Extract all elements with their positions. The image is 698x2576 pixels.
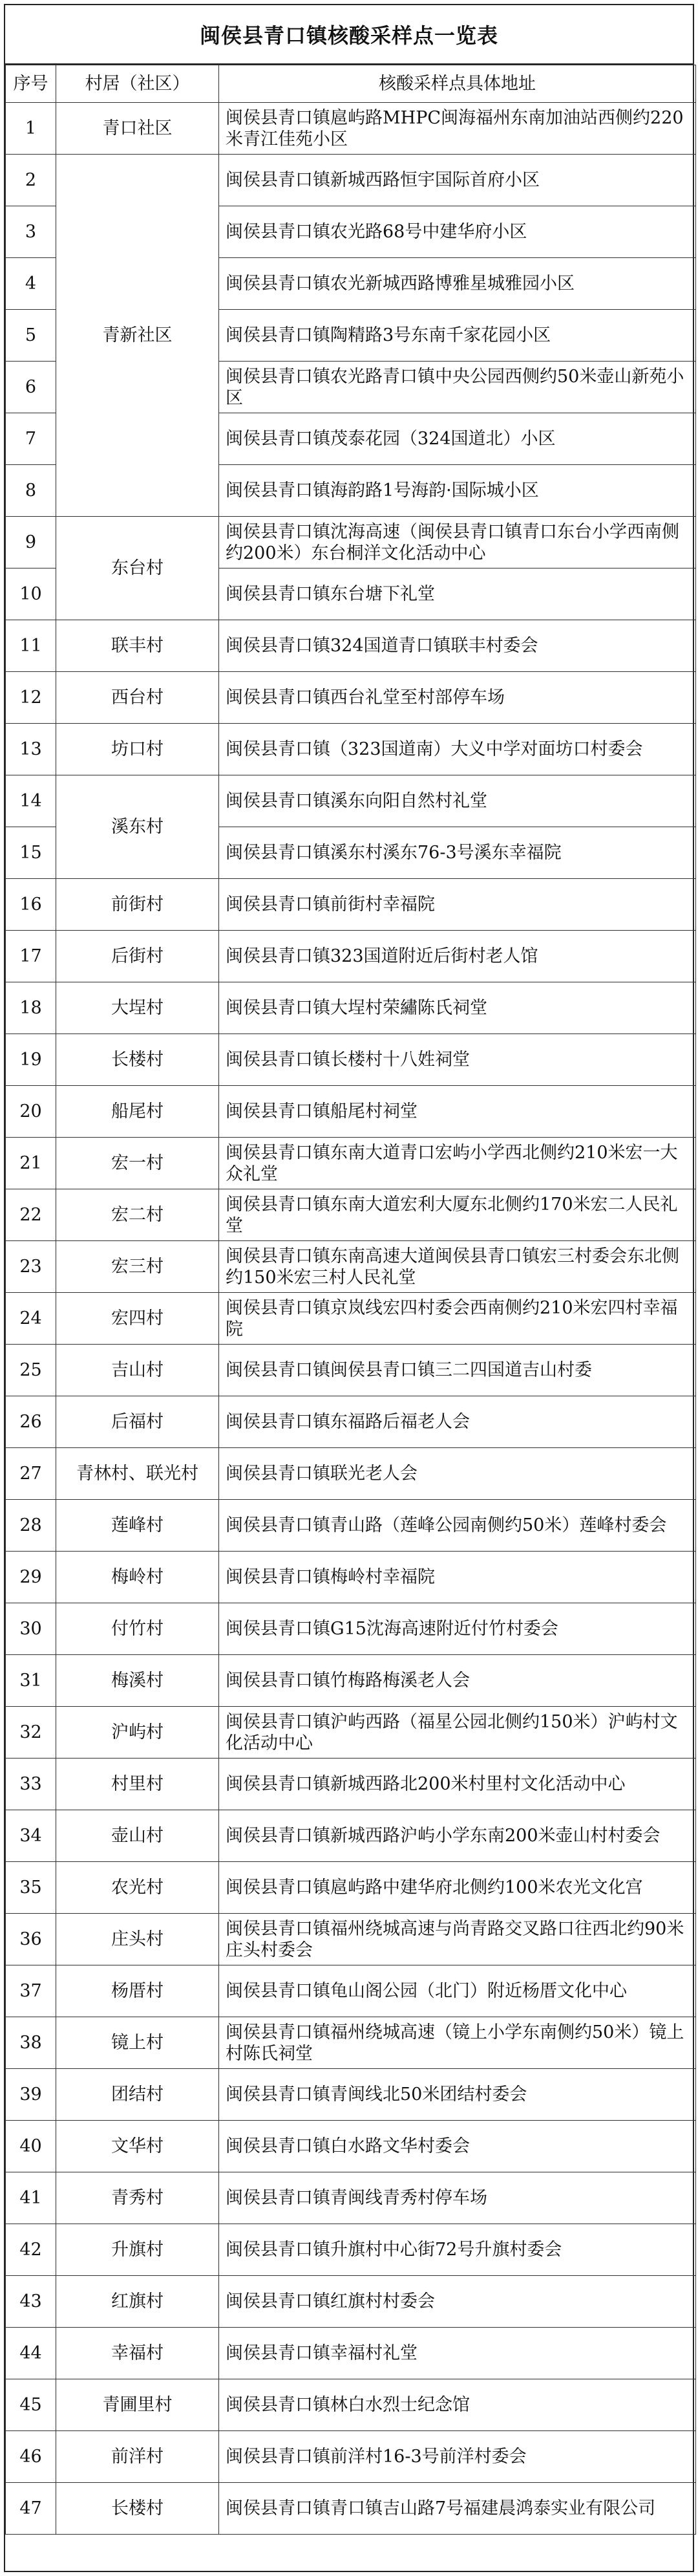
- sampling-address: 闽侯县青口镇前洋村16-3号前洋村委会: [219, 2431, 696, 2483]
- row-number: 18: [6, 982, 56, 1034]
- sampling-address: 闽侯县青口镇福州绕城高速（镜上小学东南侧约50米）镜上村陈氏祠堂: [219, 2017, 696, 2069]
- table-row: [6, 1034, 696, 1086]
- village-name: 庄头村: [56, 1914, 219, 1965]
- village-name: 东台村: [56, 517, 219, 620]
- table-row: [6, 1241, 696, 1293]
- row-number: 1: [6, 103, 56, 155]
- table-row: [6, 1293, 696, 1345]
- sampling-address: 闽侯县青口镇农光路青口镇中央公园西侧约50米壶山新苑小区: [219, 362, 696, 413]
- table-header-row: [6, 65, 696, 103]
- table-row: [6, 2328, 696, 2379]
- sampling-address: 闽侯县青口镇G15沈海高速附近付竹村委会: [219, 1603, 696, 1655]
- sampling-address: 闽侯县青口镇东南大道青口宏屿小学西北侧约210米宏一大众礼堂: [219, 1138, 696, 1189]
- table-row: [6, 2069, 696, 2121]
- village-name: 青圃里村: [56, 2379, 219, 2431]
- row-number: 40: [6, 2121, 56, 2172]
- row-number: 34: [6, 1810, 56, 1862]
- village-name: 镜上村: [56, 2017, 219, 2069]
- sampling-address: 闽侯县青口镇白水路文华村委会: [219, 2121, 696, 2172]
- sampling-address: 闽侯县青口镇农光路68号中建华府小区: [219, 206, 696, 258]
- row-number: 45: [6, 2379, 56, 2431]
- row-number: 24: [6, 1293, 56, 1345]
- row-number: 16: [6, 879, 56, 931]
- sampling-address: 闽侯县青口镇联光老人会: [219, 1448, 696, 1500]
- row-number: 47: [6, 2483, 56, 2535]
- sampling-address: 闽侯县青口镇沪屿西路（福星公园北侧约150米）沪屿村文化活动中心: [219, 1707, 696, 1759]
- table-row: [6, 1603, 696, 1655]
- village-name: 宏一村: [56, 1138, 219, 1189]
- village-name: 宏二村: [56, 1189, 219, 1241]
- row-number: 33: [6, 1759, 56, 1810]
- sampling-address: 闽侯县青口镇林白水烈士纪念馆: [219, 2379, 696, 2431]
- sampling-address: 闽侯县青口镇竹梅路梅溪老人会: [219, 1655, 696, 1707]
- table-row: [6, 620, 696, 672]
- table-row: [6, 155, 696, 206]
- table-row: [6, 2121, 696, 2172]
- table-row: [6, 1086, 696, 1138]
- table-row: [6, 1189, 696, 1241]
- table-row: [6, 672, 696, 724]
- table-row: [6, 1655, 696, 1707]
- row-number: 31: [6, 1655, 56, 1707]
- table-row: [6, 103, 696, 155]
- sampling-address: 闽侯县青口镇扈屿路MHPC闽海福州东南加油站西侧约220米青江佳苑小区: [219, 103, 696, 155]
- row-number: 2: [6, 155, 56, 206]
- sampling-address: 闽侯县青口镇青山路（莲峰公园南侧约50米）莲峰村委会: [219, 1500, 696, 1552]
- sampling-sites-table: [5, 65, 696, 2535]
- table-row: [6, 517, 696, 568]
- village-name: 长楼村: [56, 1034, 219, 1086]
- row-number: 26: [6, 1396, 56, 1448]
- row-number: 46: [6, 2431, 56, 2483]
- village-name: 前街村: [56, 879, 219, 931]
- table-row: [6, 1914, 696, 1965]
- header-village: 村居（社区）: [56, 65, 219, 103]
- sampling-address: 闽侯县青口镇红旗村村委会: [219, 2276, 696, 2328]
- table-row: [6, 2276, 696, 2328]
- row-number: 28: [6, 1500, 56, 1552]
- row-number: 36: [6, 1914, 56, 1965]
- village-name: 青秀村: [56, 2172, 219, 2224]
- sampling-address: 闽侯县青口镇大埕村荣繡陈氏祠堂: [219, 982, 696, 1034]
- village-name: 付竹村: [56, 1603, 219, 1655]
- table-row: [6, 2224, 696, 2276]
- sampling-address: 闽侯县青口镇新城西路北200米村里村文化活动中心: [219, 1759, 696, 1810]
- sampling-address: 闽侯县青口镇长楼村十八姓祠堂: [219, 1034, 696, 1086]
- row-number: 9: [6, 517, 56, 568]
- village-name: 红旗村: [56, 2276, 219, 2328]
- sampling-address: 闽侯县青口镇东台塘下礼堂: [219, 568, 696, 620]
- sampling-address: 闽侯县青口镇茂泰花园（324国道北）小区: [219, 413, 696, 465]
- sampling-address: 闽侯县青口镇梅岭村幸福院: [219, 1552, 696, 1603]
- village-name: 西台村: [56, 672, 219, 724]
- row-number: 5: [6, 310, 56, 362]
- sampling-address: 闽侯县青口镇船尾村祠堂: [219, 1086, 696, 1138]
- table-row: [6, 724, 696, 775]
- sampling-address: 闽侯县青口镇农光新城西路博雅星城雅园小区: [219, 258, 696, 310]
- sampling-address: 闽侯县青口镇闽侯县青口镇三二四国道吉山村委: [219, 1345, 696, 1396]
- table-row: [6, 879, 696, 931]
- sampling-address: 闽侯县青口镇青闽线青秀村停车场: [219, 2172, 696, 2224]
- village-name: 溪东村: [56, 775, 219, 879]
- sampling-address: 闽侯县青口镇前街村幸福院: [219, 879, 696, 931]
- village-name: 联丰村: [56, 620, 219, 672]
- row-number: 27: [6, 1448, 56, 1500]
- sampling-address: 闽侯县青口镇龟山阁公园（北门）附近杨厝文化中心: [219, 1965, 696, 2017]
- village-name: 梅溪村: [56, 1655, 219, 1707]
- row-number: 38: [6, 2017, 56, 2069]
- sampling-address: 闽侯县青口镇西台礼堂至村部停车场: [219, 672, 696, 724]
- village-name: 杨厝村: [56, 1965, 219, 2017]
- row-number: 41: [6, 2172, 56, 2224]
- row-number: 8: [6, 465, 56, 517]
- sampling-address: 闽侯县青口镇东南大道宏利大厦东北侧约170米宏二人民礼堂: [219, 1189, 696, 1241]
- sampling-address: 闽侯县青口镇324国道青口镇联丰村委会: [219, 620, 696, 672]
- row-number: 37: [6, 1965, 56, 2017]
- table-body: [6, 103, 696, 2535]
- sampling-address: 闽侯县青口镇323国道附近后街村老人馆: [219, 931, 696, 982]
- row-number: 10: [6, 568, 56, 620]
- village-name: 莲峰村: [56, 1500, 219, 1552]
- sampling-address: 闽侯县青口镇沈海高速（闽侯县青口镇青口东台小学西南侧约200米）东台桐洋文化活动中心: [219, 517, 696, 568]
- sampling-address: 闽侯县青口镇青闽线北50米团结村委会: [219, 2069, 696, 2121]
- header-address: 核酸采样点具体地址: [219, 65, 696, 103]
- row-number: 29: [6, 1552, 56, 1603]
- village-name: 升旗村: [56, 2224, 219, 2276]
- table-row: [6, 2017, 696, 2069]
- village-name: 青林村、联光村: [56, 1448, 219, 1500]
- row-number: 21: [6, 1138, 56, 1189]
- header-number: 序号: [6, 65, 56, 103]
- village-name: 船尾村: [56, 1086, 219, 1138]
- table-row: [6, 931, 696, 982]
- row-number: 25: [6, 1345, 56, 1396]
- village-name: 长楼村: [56, 2483, 219, 2535]
- table-row: [6, 1759, 696, 1810]
- row-number: 23: [6, 1241, 56, 1293]
- row-number: 13: [6, 724, 56, 775]
- table-row: [6, 775, 696, 827]
- sampling-address: 闽侯县青口镇东福路后福老人会: [219, 1396, 696, 1448]
- table-row: [6, 2379, 696, 2431]
- row-number: 4: [6, 258, 56, 310]
- table-row: [6, 1448, 696, 1500]
- sampling-address: 闽侯县青口镇福州绕城高速与尚青路交叉路口往西北约90米庄头村委会: [219, 1914, 696, 1965]
- village-name: 宏四村: [56, 1293, 219, 1345]
- village-name: 前洋村: [56, 2431, 219, 2483]
- sampling-address: 闽侯县青口镇溪东向阳自然村礼堂: [219, 775, 696, 827]
- sampling-address: 闽侯县青口镇京岚线宏四村委会西南侧约210米宏四村幸福院: [219, 1293, 696, 1345]
- village-name: 吉山村: [56, 1345, 219, 1396]
- row-number: 14: [6, 775, 56, 827]
- row-number: 30: [6, 1603, 56, 1655]
- village-name: 农光村: [56, 1862, 219, 1914]
- row-number: 42: [6, 2224, 56, 2276]
- village-name: 坊口村: [56, 724, 219, 775]
- sampling-address: 闽侯县青口镇溪东村溪东76-3号溪东幸福院: [219, 827, 696, 879]
- sampling-address: 闽侯县青口镇升旗村中心街72号升旗村委会: [219, 2224, 696, 2276]
- row-number: 35: [6, 1862, 56, 1914]
- document-sheet: [4, 4, 694, 2572]
- row-number: 17: [6, 931, 56, 982]
- village-name: 后福村: [56, 1396, 219, 1448]
- row-number: 32: [6, 1707, 56, 1759]
- sampling-address: 闽侯县青口镇新城西路恒宇国际首府小区: [219, 155, 696, 206]
- village-name: 文华村: [56, 2121, 219, 2172]
- village-name: 团结村: [56, 2069, 219, 2121]
- row-number: 44: [6, 2328, 56, 2379]
- sampling-address: 闽侯县青口镇扈屿路中建华府北侧约100米农光文化宫: [219, 1862, 696, 1914]
- row-number: 20: [6, 1086, 56, 1138]
- document-title: 闽侯县青口镇核酸采样点一览表: [5, 5, 693, 65]
- table-row: [6, 1810, 696, 1862]
- table-row: [6, 1707, 696, 1759]
- table-row: [6, 1862, 696, 1914]
- row-number: 12: [6, 672, 56, 724]
- row-number: 3: [6, 206, 56, 258]
- row-number: 43: [6, 2276, 56, 2328]
- sampling-address: 闽侯县青口镇海韵路1号海韵·国际城小区: [219, 465, 696, 517]
- table-row: [6, 1345, 696, 1396]
- village-name: 后街村: [56, 931, 219, 982]
- sampling-address: 闽侯县青口镇东南高速大道闽侯县青口镇宏三村委会东北侧约150米宏三村人民礼堂: [219, 1241, 696, 1293]
- table-row: [6, 2172, 696, 2224]
- row-number: 11: [6, 620, 56, 672]
- table-row: [6, 982, 696, 1034]
- village-name: 梅岭村: [56, 1552, 219, 1603]
- sampling-address: 闽侯县青口镇青口镇吉山路7号福建晨鸿泰实业有限公司: [219, 2483, 696, 2535]
- sampling-address: 闽侯县青口镇幸福村礼堂: [219, 2328, 696, 2379]
- sampling-address: 闽侯县青口镇新城西路沪屿小学东南200米壶山村村委会: [219, 1810, 696, 1862]
- table-row: [6, 1965, 696, 2017]
- village-name: 青口社区: [56, 103, 219, 155]
- village-name: 宏三村: [56, 1241, 219, 1293]
- table-row: [6, 1138, 696, 1189]
- table-row: [6, 1500, 696, 1552]
- village-name: 壶山村: [56, 1810, 219, 1862]
- table-row: [6, 2483, 696, 2535]
- table-row: [6, 2431, 696, 2483]
- village-name: 村里村: [56, 1759, 219, 1810]
- table-row: [6, 1396, 696, 1448]
- village-name: 幸福村: [56, 2328, 219, 2379]
- row-number: 39: [6, 2069, 56, 2121]
- row-number: 22: [6, 1189, 56, 1241]
- row-number: 15: [6, 827, 56, 879]
- row-number: 7: [6, 413, 56, 465]
- row-number: 19: [6, 1034, 56, 1086]
- sampling-address: 闽侯县青口镇陶精路3号东南千家花园小区: [219, 310, 696, 362]
- sampling-address: 闽侯县青口镇（323国道南）大义中学对面坊口村委会: [219, 724, 696, 775]
- table-row: [6, 1552, 696, 1603]
- village-name: 沪屿村: [56, 1707, 219, 1759]
- village-name: 青新社区: [56, 155, 219, 517]
- row-number: 6: [6, 362, 56, 413]
- village-name: 大埕村: [56, 982, 219, 1034]
